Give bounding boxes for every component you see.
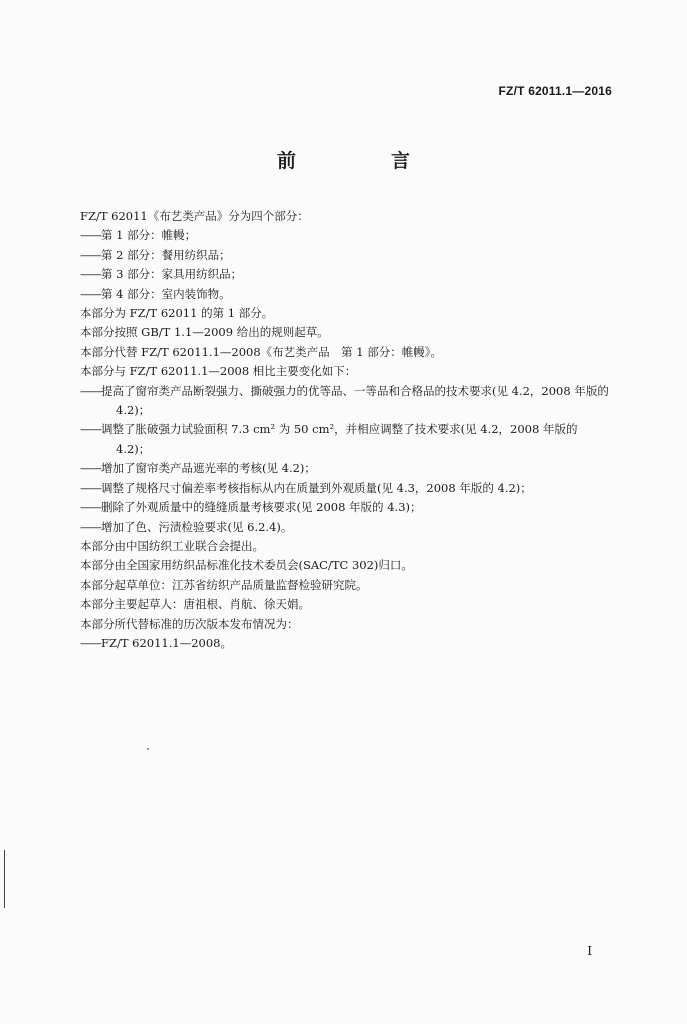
line-text: FZ/T 62011《布艺类产品》分为四个部分： <box>80 209 309 223</box>
paragraph-line <box>80 615 615 634</box>
line-text: 本部分起草单位：江苏省纺织产品质量监督检验研究院。 <box>80 577 368 592</box>
paragraph-line <box>80 207 615 226</box>
line-text: 本部分主要起草人：唐祖根、肖航、徐天娟。 <box>80 597 310 612</box>
list-item <box>80 226 615 245</box>
line-text: 调整了胀破强力试验面积 7.3 cm² 为 50 cm²，并相应调整了技术要求(见 4.2，2008 年版的 4.2)； <box>101 422 578 456</box>
dash-marker: —— <box>80 228 101 243</box>
standard-code: FZ/T 62011.1—2016 <box>498 84 612 98</box>
paragraph-line <box>80 362 615 381</box>
list-item <box>80 420 615 459</box>
paragraph-line <box>80 556 615 575</box>
line-text: 提高了窗帘类产品断裂强力、撕破强力的优等品、一等品和合格品的技术要求(见 4.2，2008 年版的 4.2)； <box>101 383 609 418</box>
list-item <box>80 285 615 304</box>
line-text: 本部分代替 FZ/T 62011.1—2008《布艺类产品 第 1 部分：帷幔》。 <box>80 344 443 359</box>
line-text: 本部分由全国家用纺织品标准化技术委员会(SAC/TC 302)归口。 <box>80 558 413 573</box>
line-text: 本部分按照 GB/T 1.1—2009 给出的规则起草。 <box>80 325 329 340</box>
dash-marker: —— <box>80 383 101 398</box>
scan-margin-mark <box>4 850 5 908</box>
line-text: 调整了规格尺寸偏差率考核指标从内在质量到外观质量(见 4.3，2008 年版的 4.2)； <box>101 480 532 495</box>
dash-marker: —— <box>80 422 101 437</box>
line-text: 本部分所代替标准的历次版本发布情况为： <box>80 616 299 631</box>
line-text: 第 3 部分：家具用纺织品； <box>101 267 243 282</box>
line-text: 本部分由中国纺织工业联合会提出。 <box>80 538 264 553</box>
paragraph-line <box>80 343 615 362</box>
dash-marker: —— <box>80 286 101 301</box>
line-text: 第 2 部分：餐用纺织品； <box>101 247 231 262</box>
list-item <box>80 479 615 498</box>
paragraph-line <box>80 576 615 595</box>
page-title: 前 言 <box>276 150 448 172</box>
list-item <box>80 634 615 653</box>
line-text: 第 1 部分：帷幔； <box>101 228 197 243</box>
dash-marker: —— <box>80 461 101 476</box>
line-text: 删除了外观质量中的缝缝质量考核要求(见 2008 年版的 4.3)； <box>101 500 422 515</box>
dash-marker: —— <box>80 500 101 515</box>
dash-marker: —— <box>80 267 101 282</box>
body-text <box>80 207 615 653</box>
line-text: 本部分为 FZ/T 62011 的第 1 部分。 <box>80 306 274 321</box>
paragraph-line <box>80 304 615 323</box>
line-text: FZ/T 62011.1—2008。 <box>101 635 232 650</box>
list-item <box>80 518 615 537</box>
dash-marker: —— <box>80 480 101 495</box>
dash-marker: —— <box>80 247 101 262</box>
list-item <box>80 382 615 421</box>
dash-marker: —— <box>80 519 101 534</box>
dash-marker: —— <box>80 635 101 650</box>
paragraph-line <box>80 537 615 556</box>
line-text: 第 4 部分：室内装饰物。 <box>101 286 231 301</box>
list-item <box>80 498 615 517</box>
page-number: I <box>587 944 592 958</box>
line-text: 增加了色、污渍检验要求(见 6.2.4)。 <box>101 519 293 534</box>
list-item <box>80 459 615 478</box>
scan-speck <box>147 748 149 750</box>
line-text: 本部分与 FZ/T 62011.1—2008 相比主要变化如下： <box>80 364 357 379</box>
paragraph-line <box>80 595 615 614</box>
paragraph-line <box>80 323 615 342</box>
list-item <box>80 246 615 265</box>
line-text: 增加了窗帘类产品遮光率的考核(见 4.2)； <box>101 461 316 476</box>
list-item <box>80 265 615 284</box>
